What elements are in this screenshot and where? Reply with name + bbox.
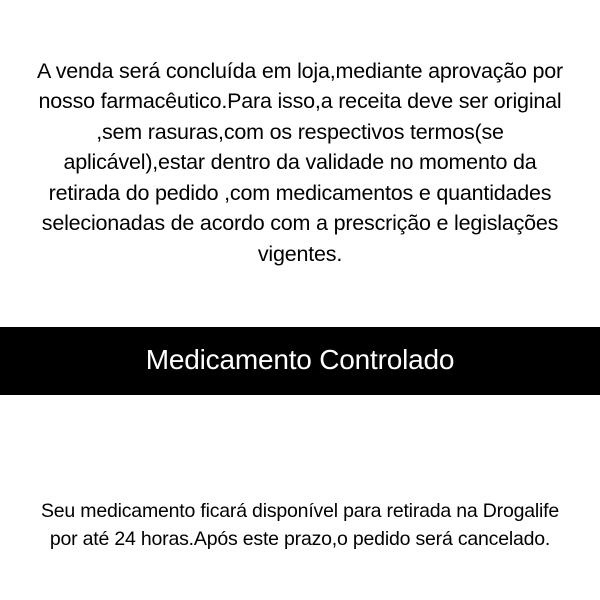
controlled-medication-banner [0, 327, 600, 395]
prescription-requirements-text: A venda será concluída em loja,mediante aprovação por nosso farmacêutico.Para isso,a receita deve ser original ,sem rasuras,com os respectivos termos(se aplicável),estar dentro da validade no momento da retirada do pedido ,com medicamentos e quantidades selecionadas de acordo com a prescrição e legislações vigentes. [36, 58, 564, 266]
pickup-deadline-text: Seu medicamento ficará disponível para retirada na Drogalife por até 24 horas.Após este prazo,o pedido será cancelado. [40, 500, 560, 550]
bottom-spacer [0, 573, 600, 600]
banner-title: Medicamento Controlado [145, 344, 455, 376]
